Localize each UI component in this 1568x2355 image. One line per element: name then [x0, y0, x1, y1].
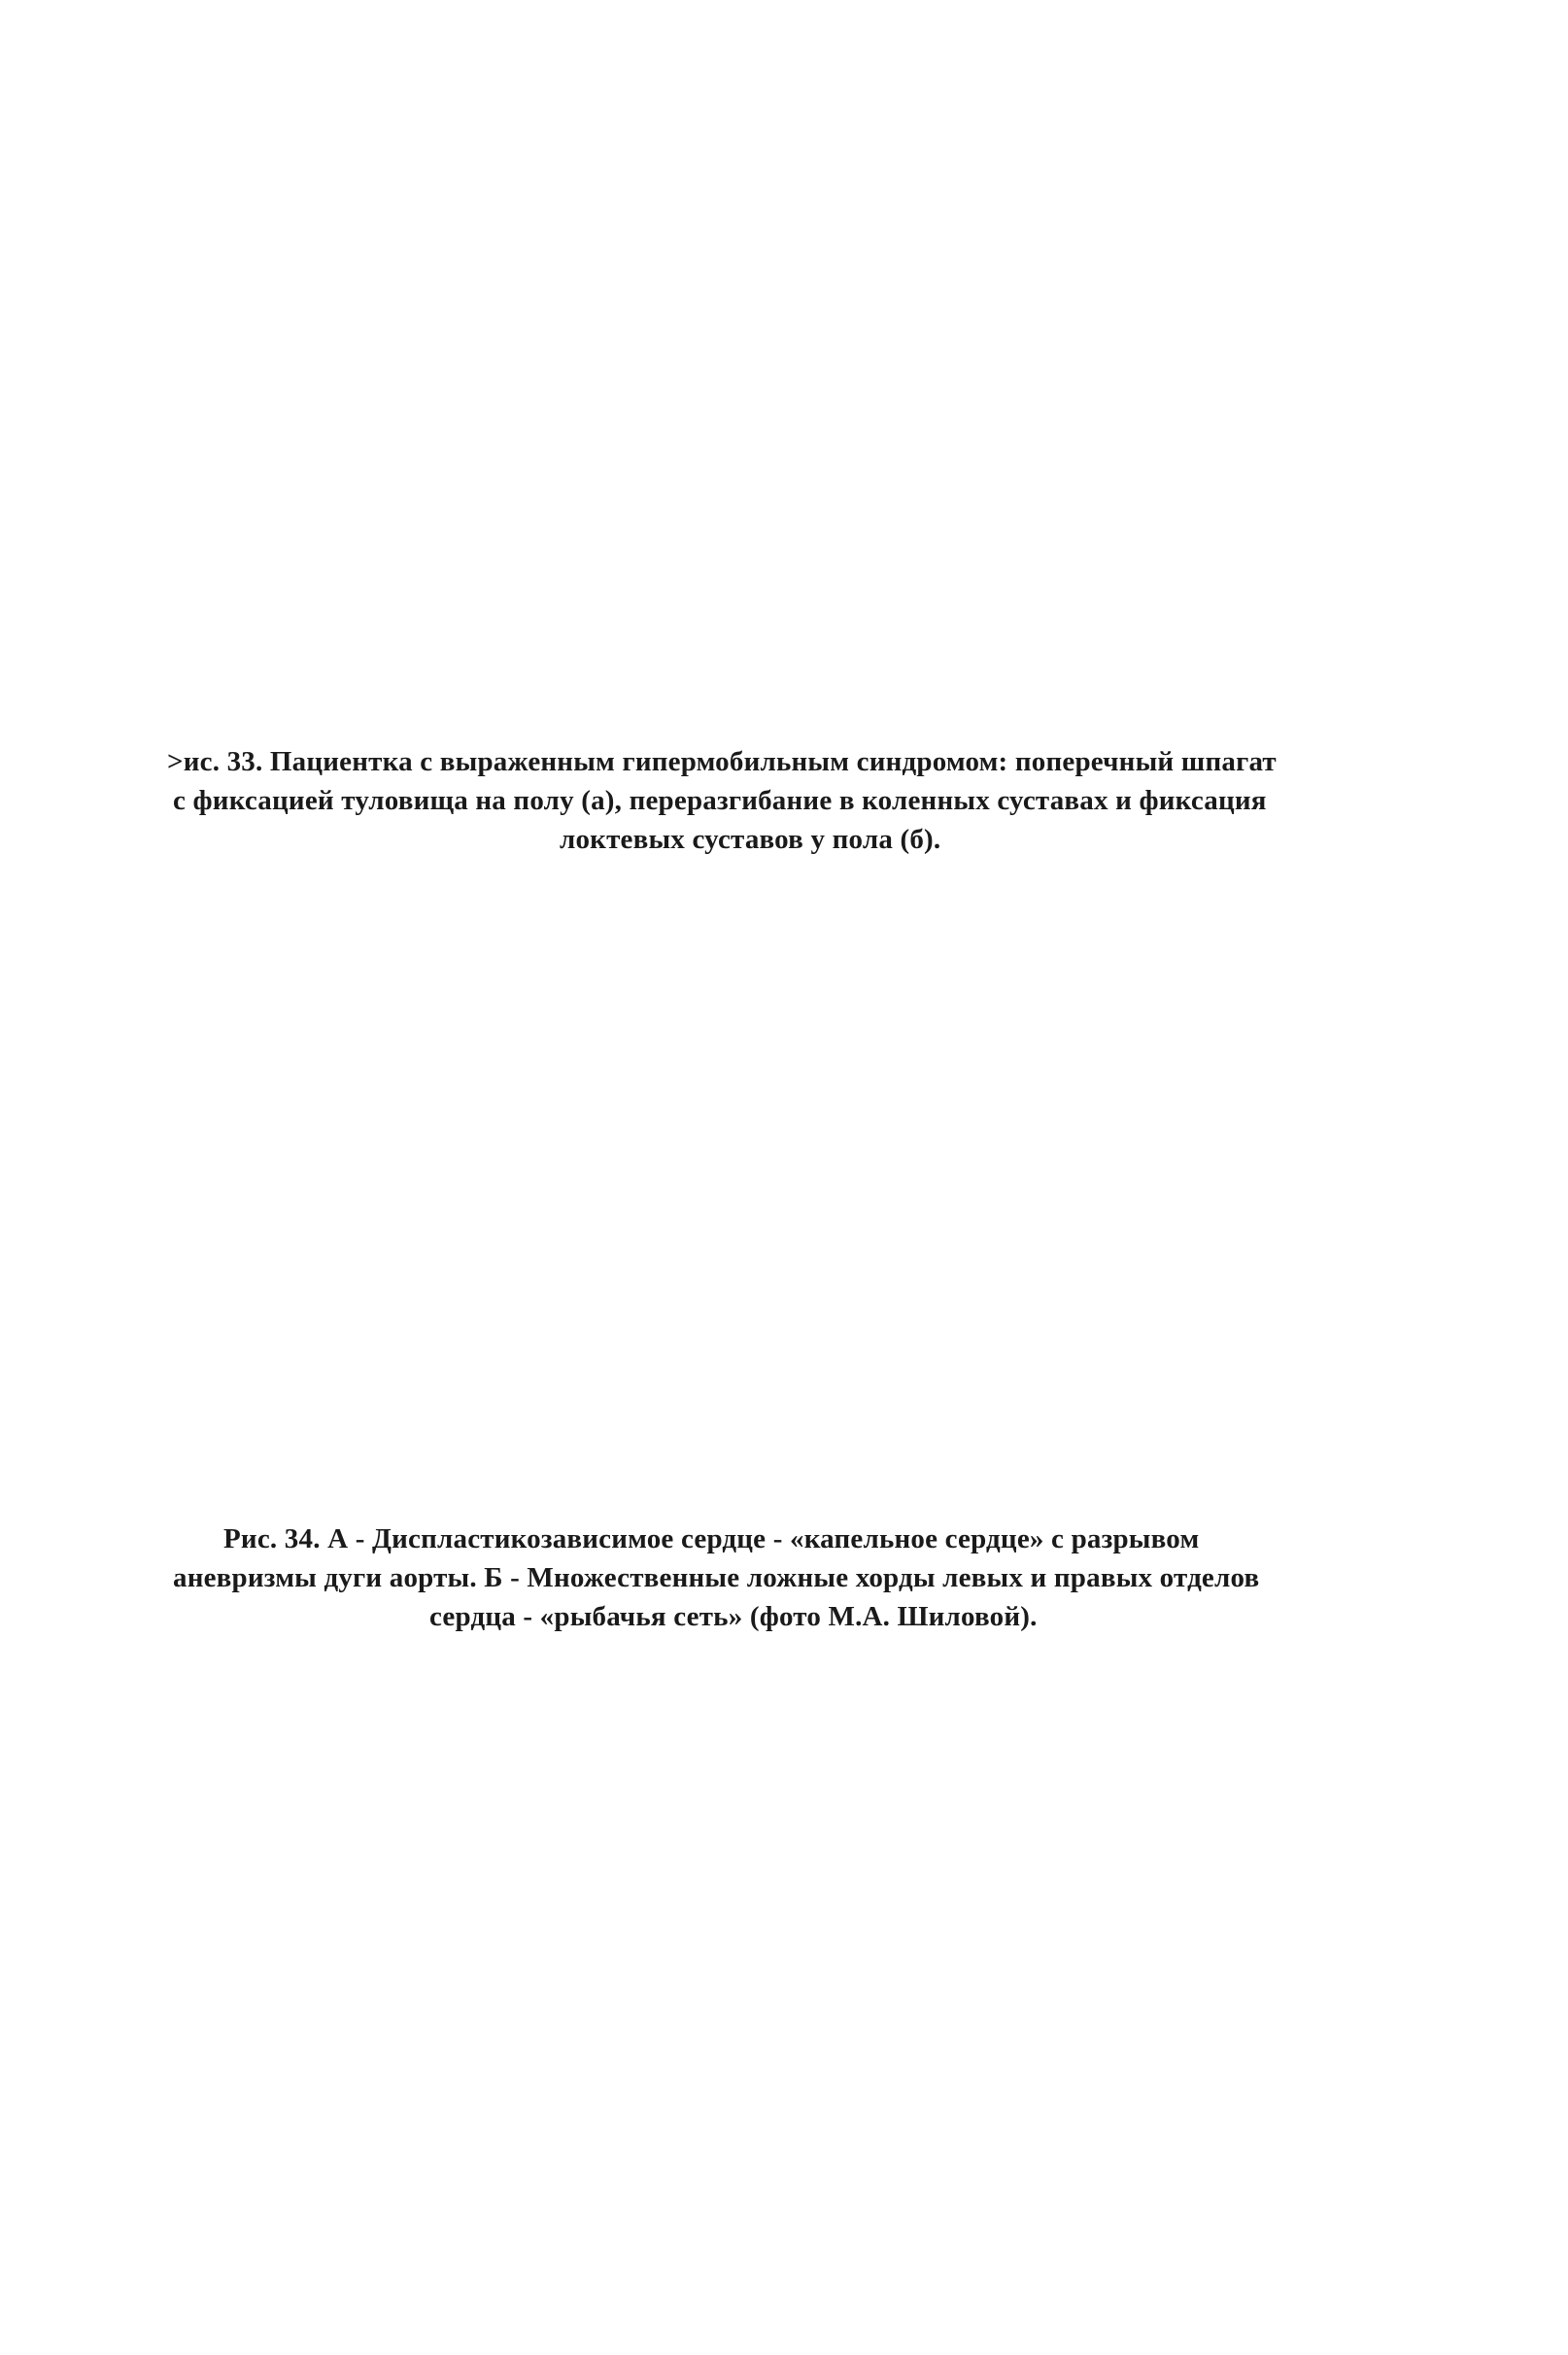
- figure-33-caption-line-3: локтевых суставов у пола (б).: [560, 824, 941, 855]
- figure-34-caption-line-3: сердца - «рыбачья сеть» (фото М.А. Шиловой).: [429, 1601, 1038, 1632]
- figure-34-caption-line-1: Рис. 34. А - Диспластикозависимое сердце - «капельное сердце» с разрывом: [223, 1523, 1200, 1554]
- figure-33-caption-line-2: с фиксацией туловища на полу (а), переразгибание в коленных суставах и фиксация: [173, 785, 1267, 816]
- figure-34-caption-line-2: аневризмы дуги аорты. Б - Множественные ложные хорды левых и правых отделов: [173, 1562, 1260, 1593]
- figure-33-caption-line-1: >ис. 33. Пациентка с выраженным гипермобильным синдромом: поперечный шпагат: [167, 746, 1277, 777]
